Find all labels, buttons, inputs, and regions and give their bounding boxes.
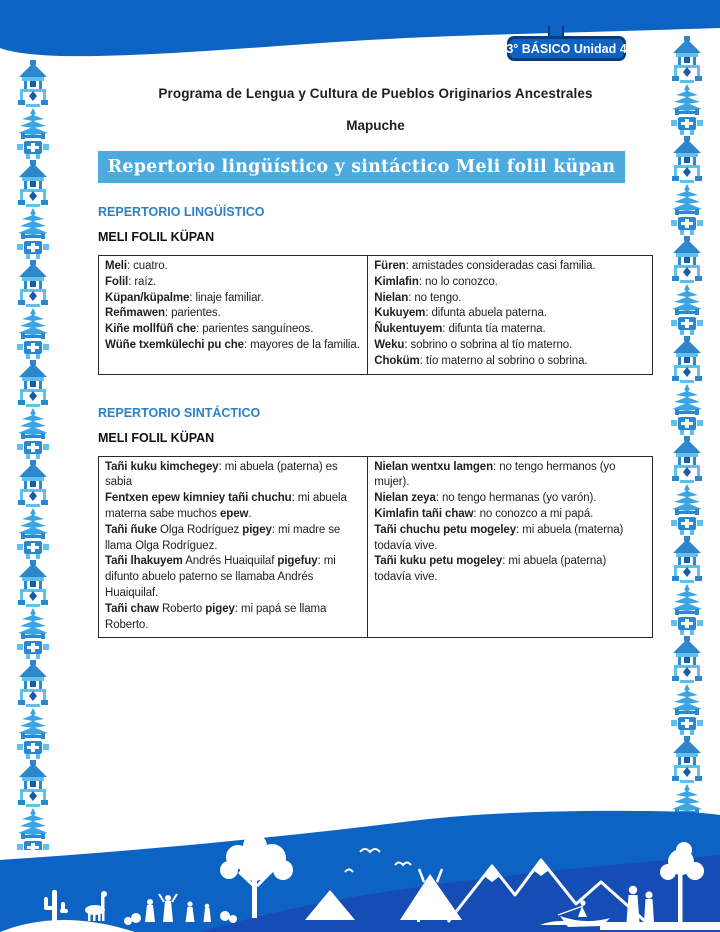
glossary-entry: Kimlafin tañi chaw: no conozco a mi papá.	[374, 507, 594, 520]
linguistic-table	[98, 255, 653, 375]
right-totem-border-icon	[670, 36, 704, 816]
glossary-entry: Wüñe txemkülechi pu che: mayores de la familia.	[105, 338, 360, 351]
glossary-entry: Füren: amistades consideradas casi familia.	[374, 260, 596, 272]
glossary-entry: Fentxen epew kimniey tañi chuchu: mi abuela materna sabe muchos epew.	[105, 492, 347, 520]
glossary-entry: Reñmawen: parientes.	[105, 307, 221, 320]
section-syntactic	[98, 406, 653, 639]
glossary-entry: Tañi kuku kimchegey: mi abuela (paterna) es sabia	[105, 460, 338, 489]
glossary-entry: Ñukentuyem: difunta tía materna.	[374, 323, 546, 336]
left-totem-border-icon	[16, 60, 50, 850]
glossary-entry: Tañi kuku petu mogeley: mi abuela (paterna) todavía vive.	[374, 555, 607, 584]
footer-landscape-icon	[0, 810, 720, 932]
glossary-entry: Nielan wentxu lamgen: no tengo hermanos (yo mujer).	[374, 460, 616, 489]
glossary-entry: Kimlafin: no lo conozco.	[374, 275, 498, 288]
table-cell-left	[99, 256, 368, 375]
table-cell-left	[99, 456, 368, 638]
glossary-entry: Küpan/küpalme: linaje familiar.	[105, 291, 264, 304]
unit-badge	[507, 36, 626, 61]
glossary-entry: Tañi chuchu petu mogeley: mi abuela (materna) todavía vive.	[374, 523, 624, 552]
glossary-entry: Tañi ñuke Olga Rodríguez pigey: mi madre se llama Olga Rodríguez.	[105, 523, 341, 552]
section-subheading: MELI FOLIL KÜPAN	[98, 430, 215, 445]
glossary-entry: Meli: cuatro.	[105, 260, 168, 272]
section-heading: REPERTORIO SINTÁCTICO	[98, 405, 261, 420]
table-cell-right	[368, 256, 653, 375]
glossary-entry: Kiñe mollfüñ che: parientes sanguíneos.	[105, 323, 314, 336]
section-linguistic	[98, 205, 653, 375]
table-cell-right	[368, 456, 653, 638]
section-subheading: MELI FOLIL KÜPAN	[98, 230, 215, 244]
program-title: Programa de Lengua y Cultura de Pueblos Originarios Ancestrales	[158, 86, 593, 101]
glossary-entry: Choküm: tío materno al sobrino o sobrina.	[374, 354, 588, 367]
banner	[98, 151, 625, 183]
glossary-entry: Folil: raíz.	[105, 275, 157, 288]
syntactic-table	[98, 456, 653, 639]
glossary-entry: Tañi chaw Roberto pigey: mi papá se llama Roberto.	[105, 602, 327, 631]
language-title: Mapuche	[346, 118, 405, 133]
glossary-entry: Kukuyem: difunta abuela paterna.	[374, 307, 547, 320]
section-heading: REPERTORIO LINGÜÍSTICO	[98, 205, 265, 219]
glossary-entry: Nielan: no tengo.	[374, 291, 462, 304]
content-area	[98, 86, 653, 638]
unit-badge-label: 3° BÁSICO Unidad 4	[506, 41, 627, 56]
banner-title: Repertorio lingüístico y sintáctico Meli folil küpan	[107, 157, 616, 177]
glossary-entry: Weku: sobrino o sobrina al tío materno.	[374, 338, 573, 351]
glossary-entry: Nielan zeya: no tengo hermanas (yo varón).	[374, 492, 597, 505]
glossary-entry: Tañi lhakuyem Andrés Huaiquilaf pigefuy: mi difunto abuelo paterno se llamaba Andrés Huaiquilaf.	[105, 555, 336, 599]
